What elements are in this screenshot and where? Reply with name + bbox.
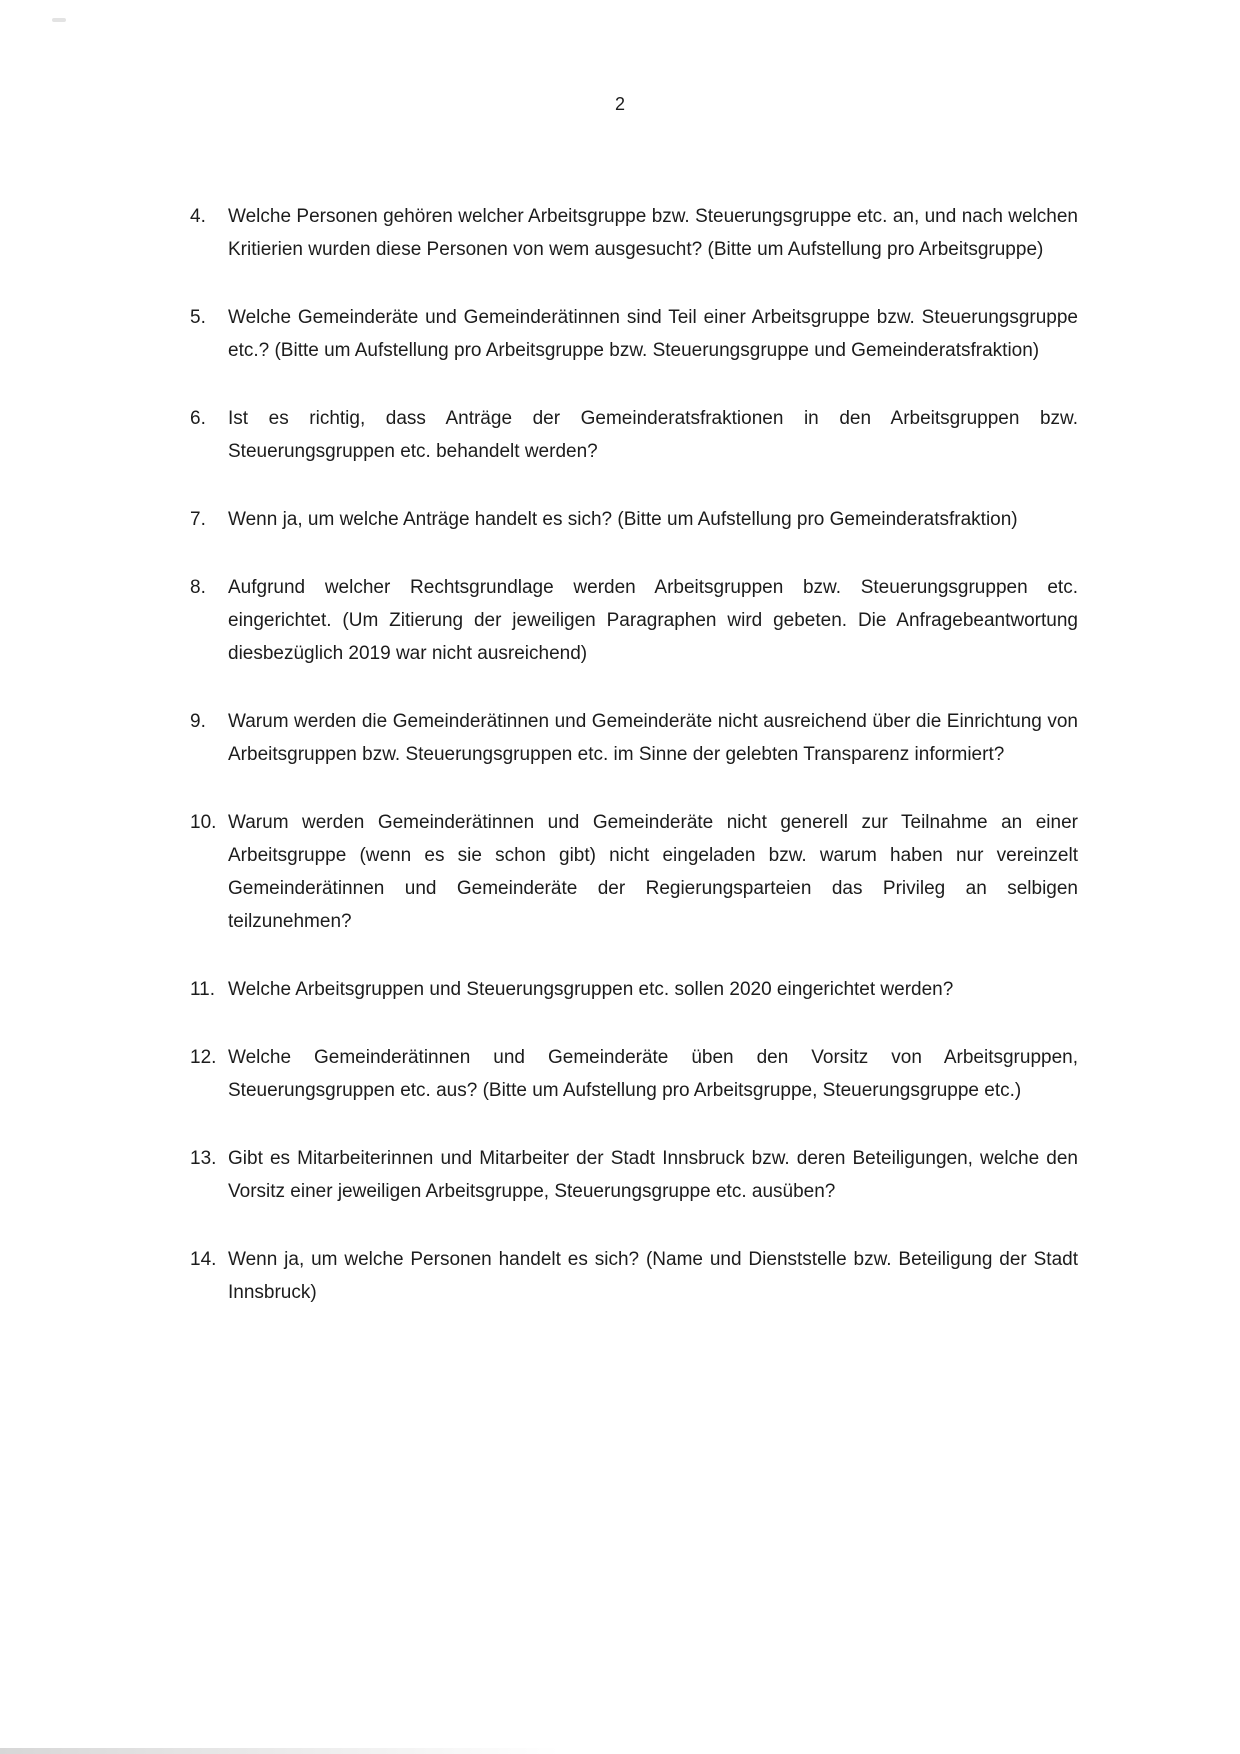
question-number: 6.: [190, 408, 206, 429]
question-item: [190, 503, 1078, 536]
question-text: Welche Gemeinderätinnen und Gemeinderäte üben den Vorsitz von Arbeitsgruppen, Steuerungsgruppen etc. aus? (Bitte um Aufstellung pro Arbeitsgruppe, Steuerungsgruppe etc.): [228, 1047, 1078, 1101]
question-text: Ist es richtig, dass Anträge der Gemeinderatsfraktionen in den Arbeitsgruppen bzw. Steuerungsgruppen etc. behandelt werden?: [228, 408, 1078, 462]
question-text: Welche Personen gehören welcher Arbeitsgruppe bzw. Steuerungsgruppe etc. an, und nach welchen Kritierien wurden diese Personen von wem ausgesucht? (Bitte um Aufstellung pro Arbeitsgruppe): [228, 206, 1078, 260]
question-text: Wenn ja, um welche Personen handelt es sich? (Name und Dienststelle bzw. Beteiligung der Stadt Innsbruck): [228, 1249, 1078, 1303]
question-item: [190, 806, 1078, 938]
page-number: 2: [614, 94, 625, 114]
question-number: 10.: [190, 812, 217, 833]
question-item: [190, 973, 1078, 1006]
scan-artifact: [52, 18, 66, 22]
question-text: Warum werden Gemeinderätinnen und Gemeinderäte nicht generell zur Teilnahme an einer Arbeitsgruppe (wenn es sie schon gibt) nicht eingeladen bzw. warum haben nur vereinzelt Gemeinderätinnen und Gemeinderäte der Regierungsparteien das Privileg an selbigen teilzunehmen?: [228, 812, 1078, 932]
question-number: 4.: [190, 206, 206, 227]
question-number: 8.: [190, 577, 206, 598]
question-text: Warum werden die Gemeinderätinnen und Gemeinderäte nicht ausreichend über die Einrichtung von Arbeitsgruppen bzw. Steuerungsgruppen etc. im Sinne der gelebten Transparenz informiert?: [228, 711, 1078, 765]
question-text: Wenn ja, um welche Anträge handelt es sich? (Bitte um Aufstellung pro Gemeinderatsfraktion): [228, 509, 1018, 530]
question-text: Welche Gemeinderäte und Gemeinderätinnen sind Teil einer Arbeitsgruppe bzw. Steuerungsgruppe etc.? (Bitte um Aufstellung pro Arbeitsgruppe bzw. Steuerungsgruppe und Gemeinderatsfraktion): [228, 307, 1078, 361]
question-item: [190, 301, 1078, 367]
question-item: [190, 200, 1078, 266]
question-number: 5.: [190, 307, 206, 328]
question-text: Gibt es Mitarbeiterinnen und Mitarbeiter der Stadt Innsbruck bzw. deren Beteiligungen, welche den Vorsitz einer jeweiligen Arbeitsgruppe, Steuerungsgruppe etc. ausüben?: [228, 1148, 1078, 1202]
question-number: 9.: [190, 711, 206, 732]
question-item: [190, 571, 1078, 670]
question-number: 7.: [190, 509, 206, 530]
question-list: [190, 200, 1078, 1309]
question-item: [190, 1041, 1078, 1107]
question-number: 12.: [190, 1047, 217, 1068]
scan-edge-shadow: [0, 1748, 560, 1754]
question-number: 14.: [190, 1249, 217, 1270]
question-item: [190, 705, 1078, 771]
question-number: 11.: [190, 979, 216, 1000]
question-text: Welche Arbeitsgruppen und Steuerungsgruppen etc. sollen 2020 eingerichtet werden?: [228, 979, 954, 1000]
question-item: [190, 402, 1078, 468]
question-text: Aufgrund welcher Rechtsgrundlage werden Arbeitsgruppen bzw. Steuerungsgruppen etc. eingerichtet. (Um Zitierung der jeweiligen Paragraphen wird gebeten. Die Anfragebeantwortung diesbezüglich 2019 war nicht ausreichend): [228, 577, 1078, 664]
question-item: [190, 1142, 1078, 1208]
question-item: [190, 1243, 1078, 1309]
question-number: 13.: [190, 1148, 217, 1169]
